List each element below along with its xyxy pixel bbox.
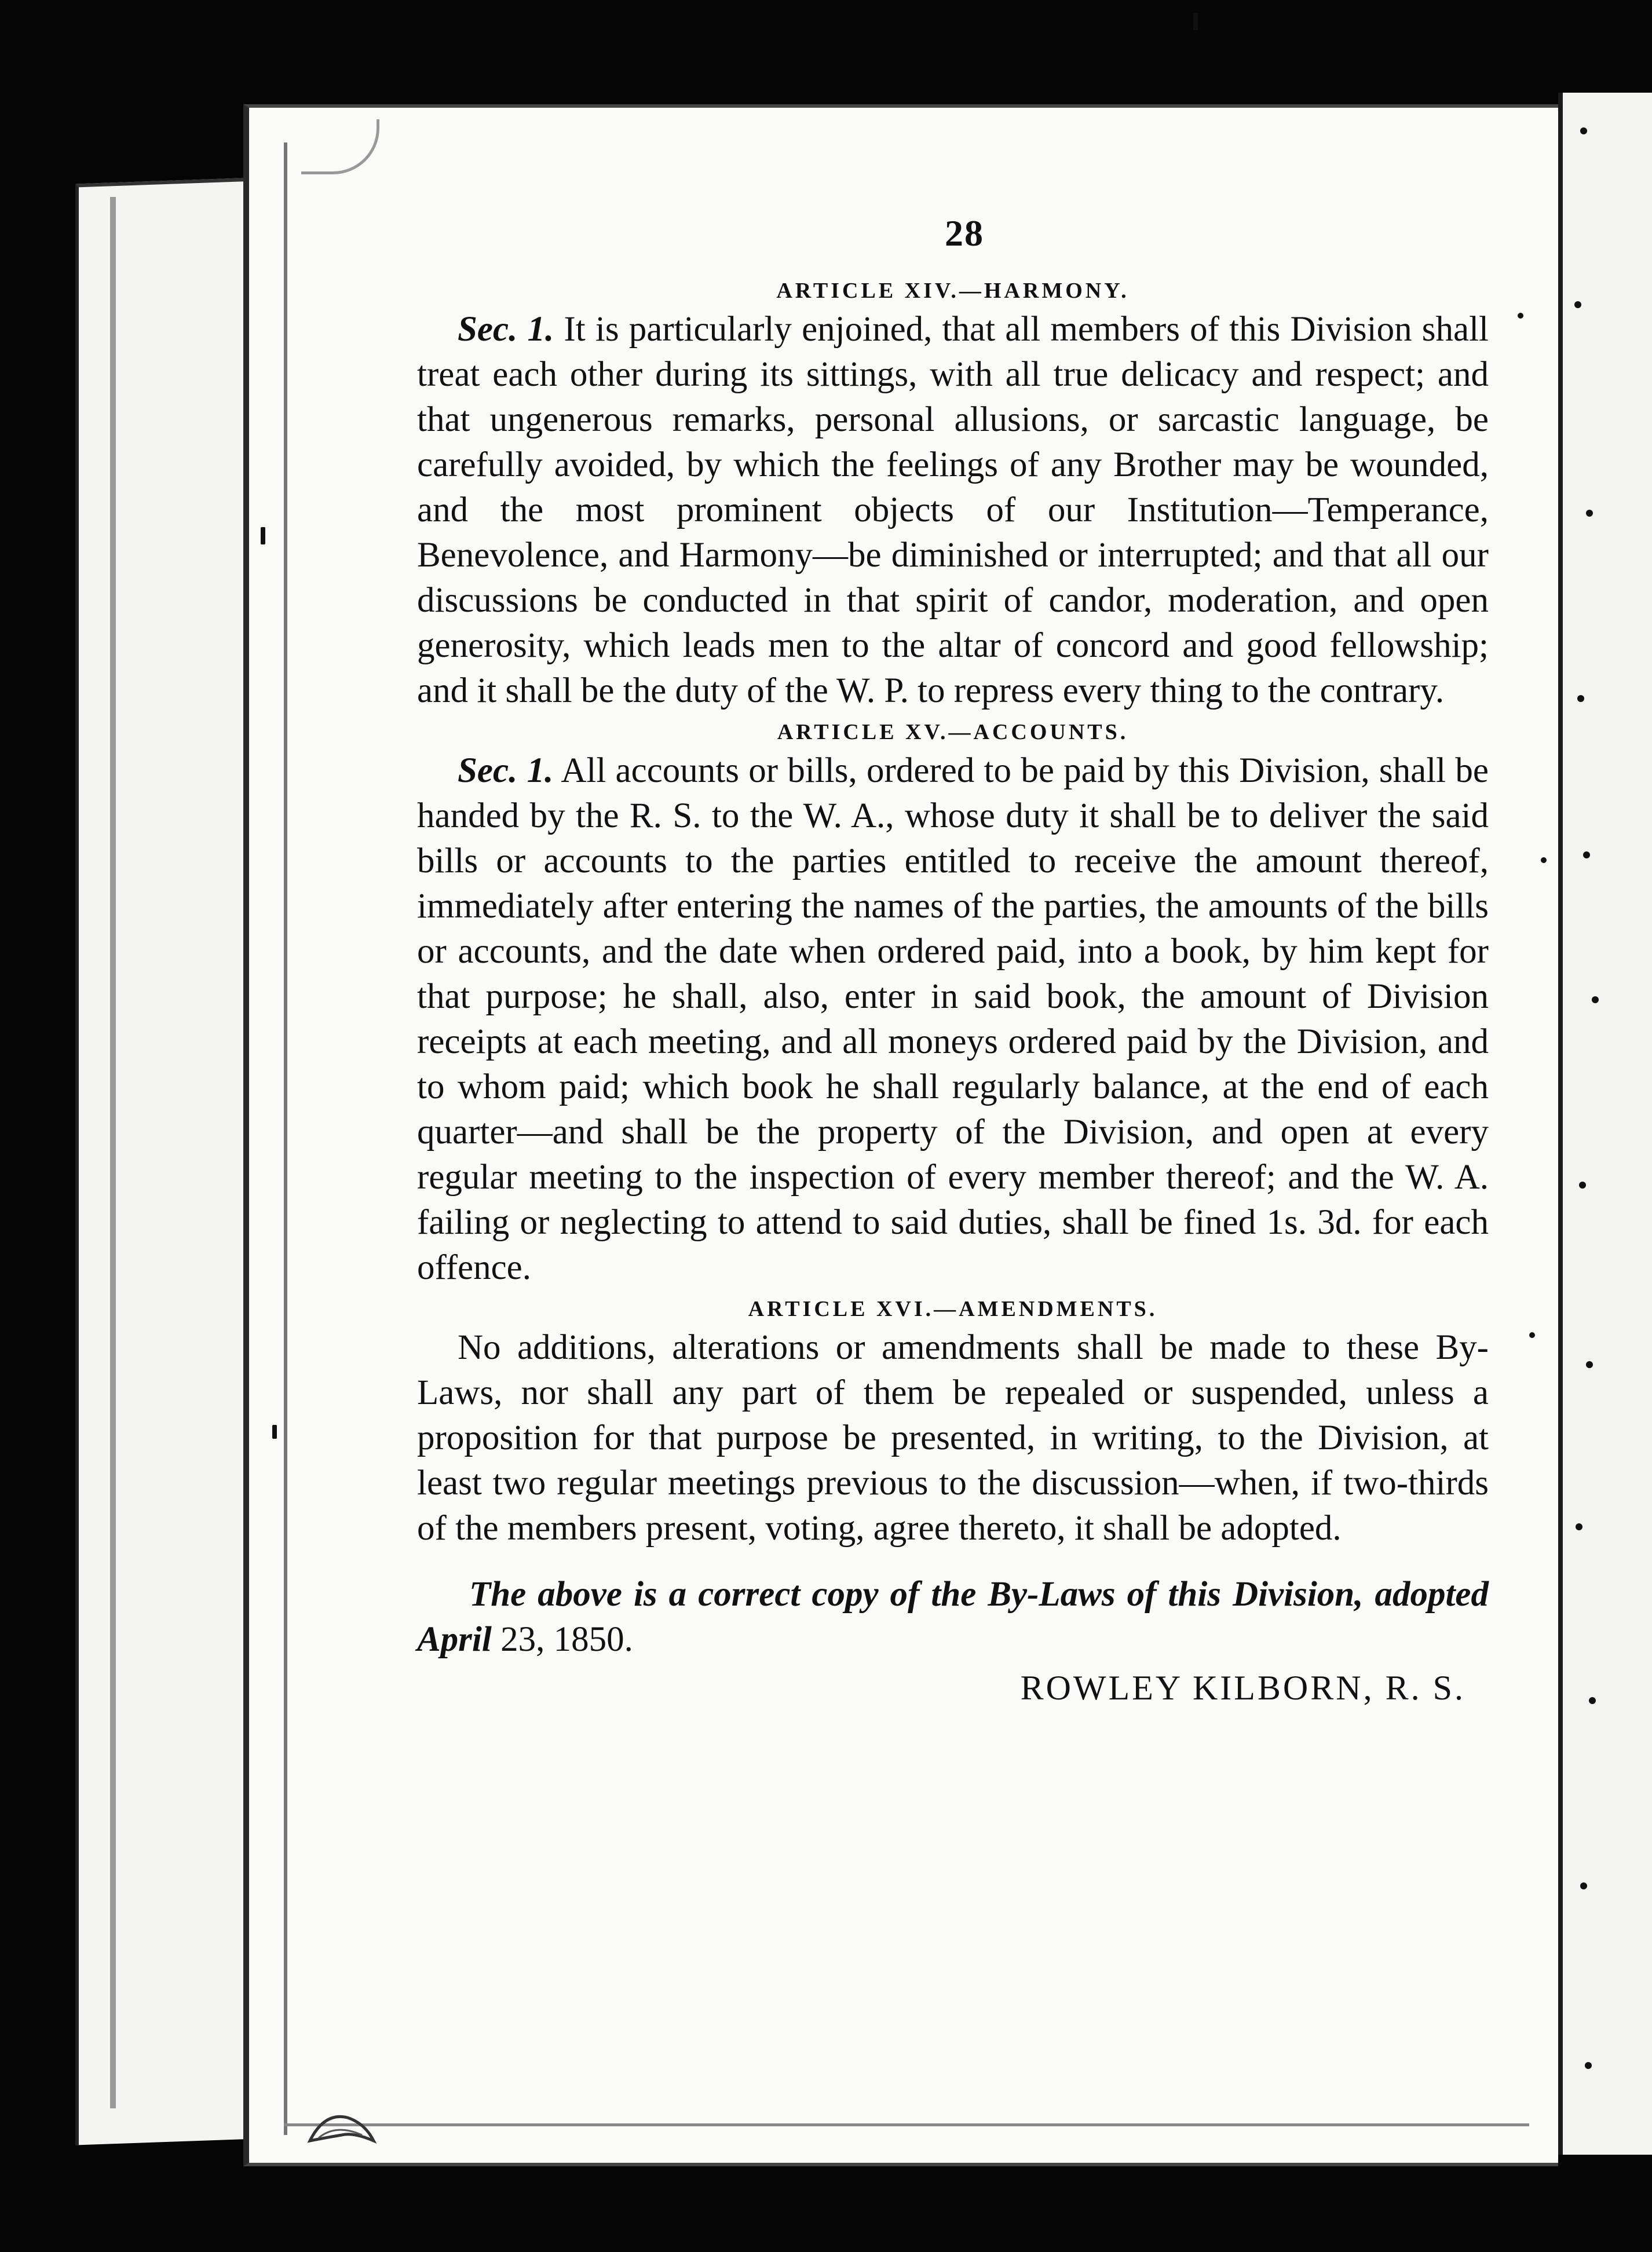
page-left-rule	[284, 142, 287, 2135]
page-text-block	[417, 212, 1489, 1708]
section-number: 1.	[527, 310, 554, 349]
certification-statement	[417, 1572, 1489, 1662]
page-number: 28	[945, 213, 984, 254]
article-paragraph	[417, 1325, 1489, 1551]
section-label: Sec.	[458, 310, 518, 349]
scan-speck	[261, 527, 265, 544]
article-xiv	[417, 278, 1489, 714]
article-heading: ARTICLE XV.—ACCOUNTS.	[777, 720, 1129, 744]
facing-page-edge	[1558, 93, 1652, 2155]
certification-date: 23, 1850.	[500, 1620, 633, 1659]
back-page-rule	[110, 197, 116, 2108]
page-bottom-rule	[284, 2123, 1529, 2126]
page-fold-corner	[301, 119, 379, 174]
book-page	[243, 104, 1558, 2166]
article-paragraph	[417, 307, 1489, 714]
article-xvi	[417, 1296, 1489, 1551]
section-number: 1.	[527, 751, 554, 790]
article-paragraph	[417, 748, 1489, 1290]
article-text: All accounts or bills, ordered to be paid by this Division, shall be handed by the R. S. to the W. A., whose duty it shall be to deliver the said bills or accounts to the parties entitled to receive the amount thereof, immediately after entering the names of the parties, the amounts of the bills or accounts, and the date when ordered paid, into a book, by him kept for that purpose; he shall, also, enter in said book, the amount of Division receipts at each meeting, and all moneys ordered paid by the Division, and to whom paid; which book he shall regularly balance, at the end of each quarter—and shall be the property of the Division, and open at every regular meeting to the inspection of every member thereof; and the W. A. failing or neglecting to attend to said duties, shall be fined 1s. 3d. for each offence.	[417, 751, 1489, 1287]
scan-speck	[1193, 13, 1198, 30]
scan-speck	[1529, 1332, 1535, 1338]
corner-ornament-icon	[307, 2106, 377, 2147]
section-label: Sec.	[458, 751, 518, 790]
article-heading: ARTICLE XIV.—HARMONY.	[776, 279, 1130, 303]
scan-speck	[1518, 313, 1523, 319]
scan-speck	[1541, 857, 1547, 863]
article-text: No additions, alterations or amendments shall be made to these By-Laws, nor shall any part of them be repealed or suspended, unless a proposition for that purpose be presented, in writing, to the Division, at least two regular meetings previous to the discussion—when, if two-thirds of the members present, voting, agree thereto, it shall be adopted.	[417, 1328, 1489, 1548]
certification-text: The above is a correct copy of the By-Laws of this Division, adopted April	[417, 1575, 1489, 1659]
signature: ROWLEY KILBORN, R. S.	[1020, 1669, 1465, 1707]
article-xv	[417, 719, 1489, 1290]
article-heading: ARTICLE XVI.—AMENDMENTS.	[748, 1297, 1158, 1321]
article-text: It is particularly enjoined, that all members of this Division shall treat each other during its sittings, with all true delicacy and respect; and that ungenerous remarks, personal allusions, or sarcastic language, be carefully avoided, by which the feelings of any Brother may be wounded, and the most prominent objects of our Institution—Temperance, Benevolence, and Harmony—be diminished or interrupted; and that all our discussions be conducted in that spirit of candor, moderation, and open generosity, which leads men to the altar of concord and good fellowship; and it shall be the duty of the W. P. to repress every thing to the contrary.	[417, 310, 1489, 710]
scan-speck	[272, 1425, 277, 1439]
